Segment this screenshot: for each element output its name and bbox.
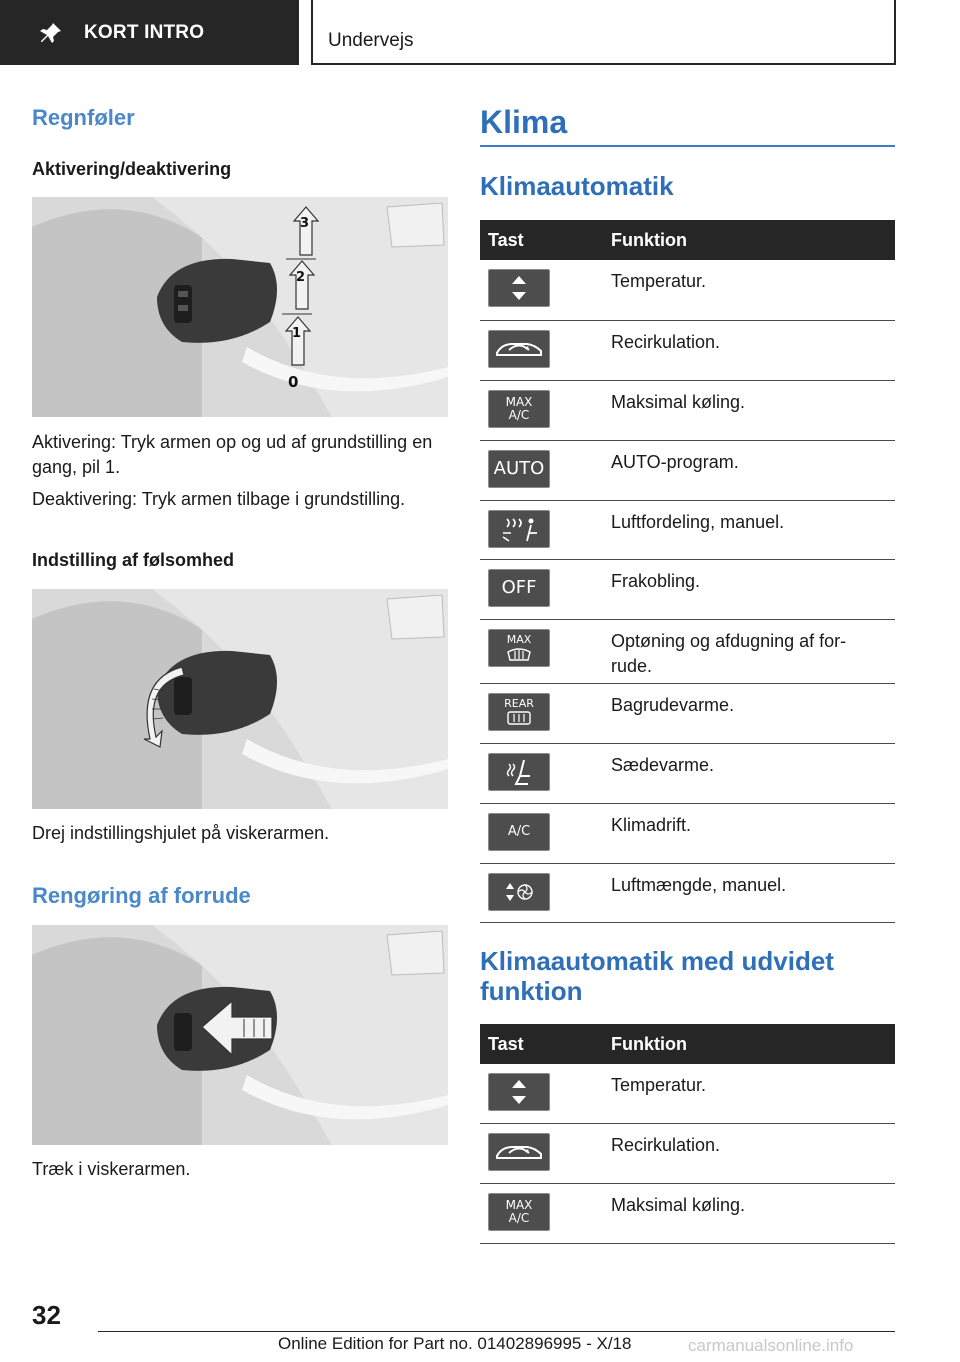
table-row bbox=[480, 803, 895, 863]
arrow-label-2: 2 bbox=[296, 270, 306, 285]
air-distribution-icon bbox=[488, 510, 550, 548]
sensitivity-text: Drej indstillingshjulet på viskerarmen. bbox=[32, 823, 330, 843]
activation-subtitle: Aktivering/deaktivering bbox=[32, 159, 232, 179]
col-function-header: Funktion bbox=[603, 220, 895, 260]
sensitivity-subtitle: Indstilling af følsomhed bbox=[32, 550, 234, 570]
arrow-label-3: 3 bbox=[300, 216, 310, 231]
col-key-header: Tast bbox=[480, 220, 603, 260]
section-tab[interactable] bbox=[0, 0, 299, 65]
auto-climate-ext-title: Klimaautomatik med udvidet funktion bbox=[480, 946, 834, 1006]
table-row bbox=[480, 260, 895, 320]
max-defrost-icon: MAX bbox=[488, 629, 550, 667]
row-text: Optøning og afdugning af for-rude. bbox=[603, 619, 895, 683]
row-text: Recirkulation. bbox=[603, 1123, 895, 1183]
section-tab-label: KORT INTRO bbox=[84, 21, 205, 43]
row-text: Bagrudevarme. bbox=[603, 683, 895, 743]
activation-text: Aktivering: Tryk armen op og ud af grundstilling en gang, pil 1. bbox=[32, 432, 433, 477]
rear-defrost-icon: REAR bbox=[488, 693, 550, 731]
windscreen-cleaning-title: Rengøring af forrude bbox=[32, 883, 251, 908]
wiper-lever-figure-2 bbox=[32, 589, 448, 809]
arrow-label-1: 1 bbox=[292, 326, 302, 341]
table-row bbox=[480, 320, 895, 380]
footer-watermark: carmanualsonline.info bbox=[688, 1336, 854, 1355]
table-row bbox=[480, 559, 895, 619]
auto-climate-title: Klimaautomatik bbox=[480, 171, 674, 201]
temperature-arrows-icon bbox=[488, 269, 550, 307]
windscreen-cleaning-text: Træk i viskerarmen. bbox=[32, 1159, 191, 1179]
table-row bbox=[480, 683, 895, 743]
row-text: Temperatur. bbox=[603, 260, 895, 320]
auto-climate-table bbox=[480, 220, 895, 923]
max-ac-icon: MAX A/C bbox=[488, 390, 550, 428]
row-text: Klimadrift. bbox=[603, 803, 895, 863]
seat-heating-icon bbox=[488, 753, 550, 791]
row-text: AUTO-program. bbox=[603, 440, 895, 500]
off-icon: OFF bbox=[488, 569, 550, 607]
table-row bbox=[480, 1064, 895, 1123]
max-ac-icon: MAX A/C bbox=[488, 1193, 550, 1231]
temperature-arrows-icon bbox=[488, 1073, 550, 1111]
table-row bbox=[480, 743, 895, 803]
table-row bbox=[480, 1183, 895, 1243]
table-row bbox=[480, 500, 895, 559]
page-number: 32 bbox=[32, 1300, 61, 1330]
wiper-lever-figure-1 bbox=[32, 197, 448, 417]
table-row bbox=[480, 1123, 895, 1183]
chapter-header bbox=[311, 0, 896, 65]
row-text: Sædevarme. bbox=[603, 743, 895, 803]
row-text: Temperatur. bbox=[603, 1064, 895, 1123]
pushpin-icon bbox=[38, 20, 64, 46]
arrow-label-0: 0 bbox=[288, 373, 299, 391]
footer-edition: Online Edition for Part no. 01402896995 - X/18 bbox=[278, 1334, 632, 1353]
recirculation-icon bbox=[488, 1133, 550, 1171]
col-key-header: Tast bbox=[480, 1024, 603, 1064]
row-text: Recirkulation. bbox=[603, 320, 895, 380]
klima-title: Klima bbox=[480, 104, 568, 140]
row-text: Frakobling. bbox=[603, 559, 895, 619]
table-row bbox=[480, 380, 895, 440]
air-volume-icon bbox=[488, 873, 550, 911]
klima-rule bbox=[480, 145, 895, 147]
table-row bbox=[480, 440, 895, 500]
row-text: Maksimal køling. bbox=[603, 380, 895, 440]
deactivation-text: Deaktivering: Tryk armen tilbage i grundstilling. bbox=[32, 489, 406, 509]
col-function-header: Funktion bbox=[603, 1024, 895, 1064]
auto-icon: AUTO bbox=[488, 450, 550, 488]
row-text: Luftmængde, manuel. bbox=[603, 863, 895, 922]
ac-icon: A/C bbox=[488, 813, 550, 851]
table-row bbox=[480, 619, 895, 683]
chapter-title: Undervejs bbox=[328, 30, 414, 51]
table-row bbox=[480, 863, 895, 922]
row-text: Luftfordeling, manuel. bbox=[603, 500, 895, 559]
footer-rule bbox=[98, 1331, 895, 1332]
recirculation-icon bbox=[488, 330, 550, 368]
rain-sensor-title: Regnføler bbox=[32, 105, 135, 130]
auto-climate-ext-table bbox=[480, 1024, 895, 1244]
wiper-lever-figure-3 bbox=[32, 925, 448, 1145]
row-text: Maksimal køling. bbox=[603, 1183, 895, 1243]
